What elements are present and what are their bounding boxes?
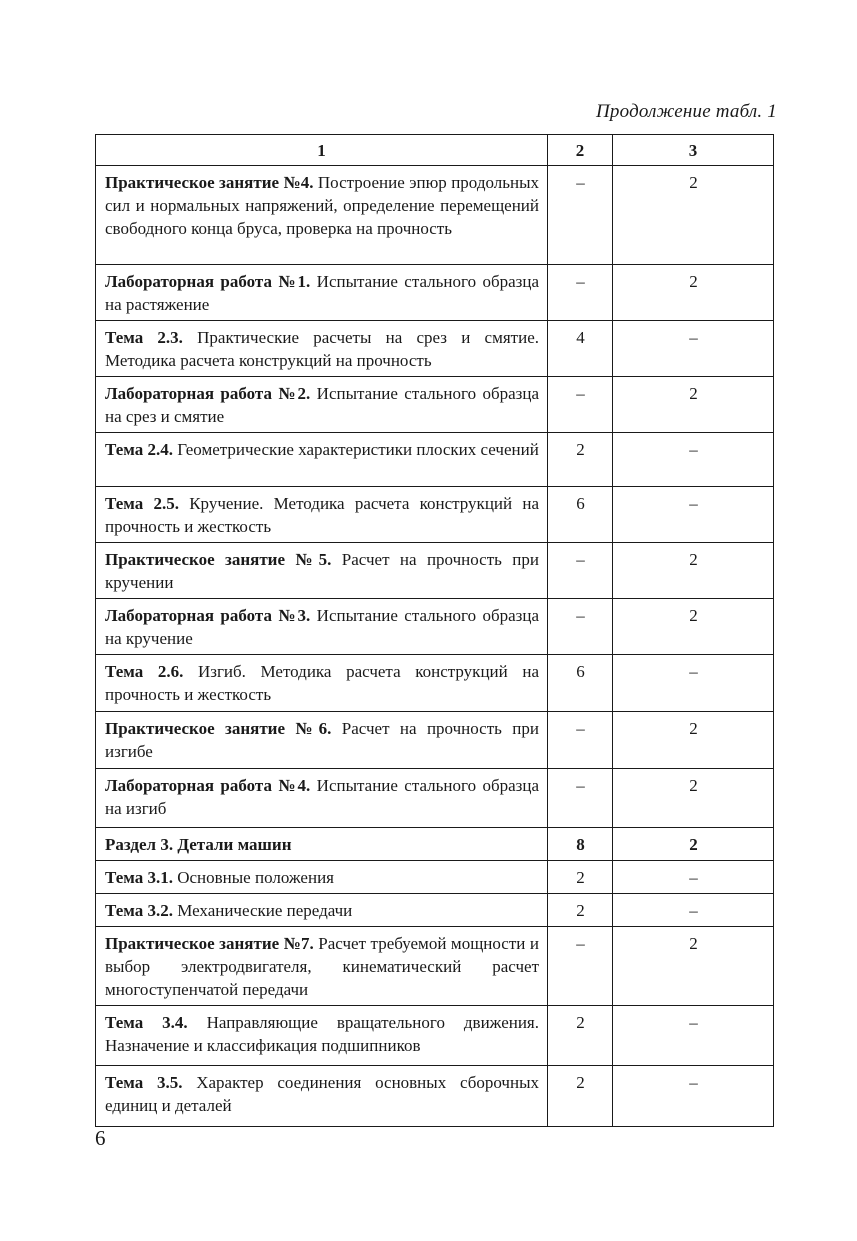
row-title: Лабораторная работа №1. <box>105 272 311 291</box>
row-title: Лабораторная работа №4. <box>105 776 311 795</box>
header-col-1: 1 <box>96 135 548 166</box>
row-text: Характер соединения основных сборочных единиц и деталей <box>105 1073 539 1115</box>
row-description <box>96 769 548 828</box>
row-description <box>96 321 548 377</box>
row-title: Лабораторная работа №3. <box>105 606 311 625</box>
row-hours-practice: – <box>613 655 774 712</box>
row-title: Тема 3.5. <box>105 1073 183 1092</box>
row-hours-lecture: 6 <box>548 487 613 543</box>
row-hours-practice: – <box>613 894 774 927</box>
row-description <box>96 861 548 894</box>
row-hours-lecture: 2 <box>548 1066 613 1127</box>
row-text: Испытание стального образца на срез и смятие <box>105 384 539 426</box>
row-title: Тема 3.2. <box>105 901 173 920</box>
table-row <box>96 599 774 655</box>
table-row <box>96 265 774 321</box>
row-hours-lecture: – <box>548 265 613 321</box>
row-hours-lecture: 2 <box>548 1006 613 1066</box>
row-hours-lecture: 2 <box>548 894 613 927</box>
row-title: Тема 2.3. <box>105 328 183 347</box>
table-row <box>96 894 774 927</box>
row-hours-practice: – <box>613 433 774 487</box>
row-text: Кручение. Методика расчета конструкций на прочность и жесткость <box>105 494 539 536</box>
row-hours-lecture: 4 <box>548 321 613 377</box>
row-hours-practice: 2 <box>613 599 774 655</box>
row-hours-practice: 2 <box>613 927 774 1006</box>
header-col-2: 2 <box>548 135 613 166</box>
table-row <box>96 321 774 377</box>
row-hours-practice: 2 <box>613 543 774 599</box>
table-row <box>96 861 774 894</box>
row-title: Лабораторная работа №2. <box>105 384 311 403</box>
row-text: Основные положения <box>172 868 334 887</box>
row-hours-lecture: 6 <box>548 655 613 712</box>
row-hours-practice: – <box>613 321 774 377</box>
row-hours-lecture: – <box>548 599 613 655</box>
row-hours-lecture: – <box>548 166 613 265</box>
row-description <box>96 712 548 769</box>
table-row <box>96 769 774 828</box>
row-description <box>96 927 548 1006</box>
row-description <box>96 487 548 543</box>
row-text: Испытание стального образца на кручение <box>105 606 539 648</box>
row-hours-lecture: 8 <box>548 828 613 861</box>
row-title: Раздел 3. Детали машин <box>105 835 292 854</box>
header-row <box>96 135 774 166</box>
table-caption: Продолжение табл. 1 <box>596 101 777 122</box>
row-text: Направляющие вращательного движения. Назначение и классификация подшипников <box>105 1013 540 1055</box>
table-row <box>96 655 774 712</box>
row-title: Практическое занятие №4. <box>105 173 314 192</box>
row-description <box>96 166 548 265</box>
row-text: Изгиб. Методика расчета конструкций на прочность и жесткость <box>105 662 539 704</box>
row-text: Построение эпюр продольных сил и нормальных напряжений, определение перемещений свободного конца бруса, проверка на прочность <box>105 173 540 238</box>
row-hours-practice: 2 <box>613 377 774 433</box>
row-hours-practice: – <box>613 1006 774 1066</box>
table-row <box>96 712 774 769</box>
row-text: Расчет на прочность при кручении <box>105 550 540 592</box>
section-row <box>96 828 774 861</box>
table-row <box>96 1006 774 1066</box>
row-title: Тема 3.1. <box>105 868 173 887</box>
header-col-3: 3 <box>613 135 774 166</box>
row-title: Практическое занятие №6. <box>105 719 332 738</box>
row-text: Расчет требуемой мощности и выбор электродвигателя, кинематический расчет многоступенчатой передачи <box>105 934 539 999</box>
curriculum-table <box>95 134 774 1127</box>
row-title: Тема 2.4. <box>105 440 173 459</box>
row-hours-practice: 2 <box>613 166 774 265</box>
table-row <box>96 377 774 433</box>
row-hours-lecture: 2 <box>548 861 613 894</box>
row-hours-practice: 2 <box>613 712 774 769</box>
table-row <box>96 487 774 543</box>
row-title: Тема 2.5. <box>105 494 179 513</box>
row-description <box>96 599 548 655</box>
row-description <box>96 1066 548 1127</box>
row-text: Испытание стального образца на растяжение <box>105 272 539 314</box>
row-text: Расчет на прочность при изгибе <box>105 719 540 761</box>
row-title: Практическое занятие №5. <box>105 550 332 569</box>
table-row <box>96 927 774 1006</box>
row-text: Механические передачи <box>172 901 353 920</box>
row-text: Испытание стального образца на изгиб <box>105 776 539 818</box>
row-hours-practice: – <box>613 487 774 543</box>
row-text: Практические расчеты на срез и смятие. Методика расчета конструкций на прочность <box>105 328 539 370</box>
row-description <box>96 894 548 927</box>
table-row <box>96 1066 774 1127</box>
row-text: Геометрические характеристики плоских сечений <box>172 440 539 459</box>
table-row <box>96 166 774 265</box>
row-description <box>96 828 548 861</box>
row-hours-lecture: – <box>548 712 613 769</box>
page-number: 6 <box>95 1126 106 1150</box>
row-description <box>96 265 548 321</box>
row-hours-practice: 2 <box>613 828 774 861</box>
row-description <box>96 1006 548 1066</box>
row-hours-practice: – <box>613 861 774 894</box>
row-hours-practice: 2 <box>613 769 774 828</box>
row-title: Тема 2.6. <box>105 662 184 681</box>
table-row <box>96 433 774 487</box>
row-description <box>96 377 548 433</box>
row-description <box>96 543 548 599</box>
row-description <box>96 433 548 487</box>
row-hours-lecture: 2 <box>548 433 613 487</box>
row-title: Тема 3.4. <box>105 1013 188 1032</box>
row-hours-practice: 2 <box>613 265 774 321</box>
table-row <box>96 543 774 599</box>
row-hours-lecture: – <box>548 377 613 433</box>
row-description <box>96 655 548 712</box>
row-hours-lecture: – <box>548 927 613 1006</box>
row-title: Практическое занятие №7. <box>105 934 314 953</box>
row-hours-practice: – <box>613 1066 774 1127</box>
row-hours-lecture: – <box>548 769 613 828</box>
row-hours-lecture: – <box>548 543 613 599</box>
